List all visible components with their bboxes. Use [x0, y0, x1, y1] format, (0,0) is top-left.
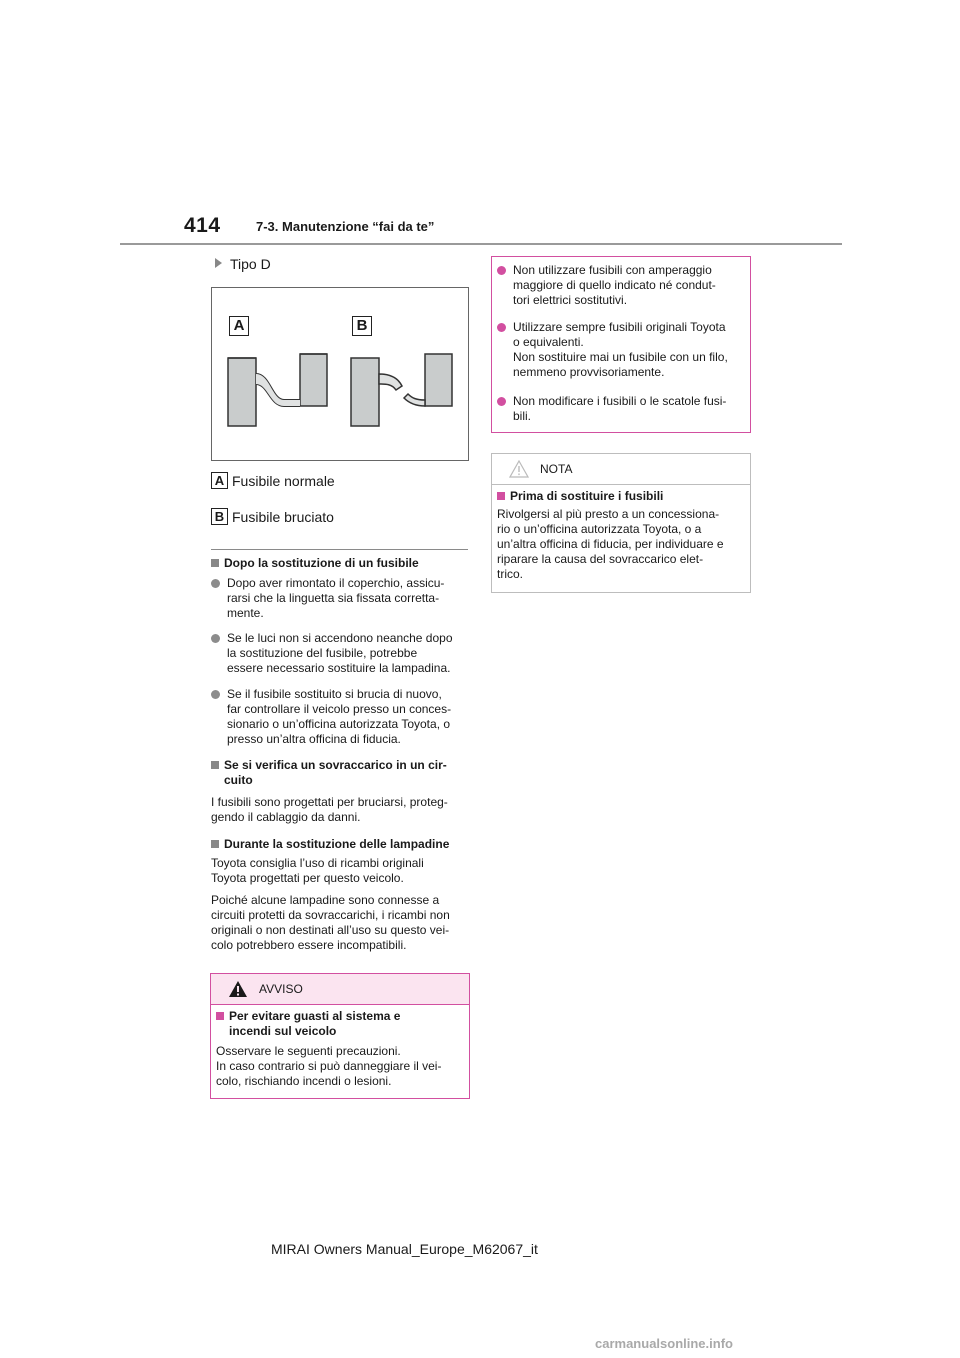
square-bullet-icon [211, 559, 219, 567]
legend-key-b: B [211, 508, 228, 525]
warning-triangle-icon [228, 980, 248, 998]
warning-header [211, 974, 469, 1005]
heading-after-replacement: Dopo la sostituzione di un fusibile [211, 556, 419, 571]
bullet-icon [211, 690, 220, 699]
note-box [491, 453, 751, 593]
square-bullet-icon [216, 1012, 224, 1020]
caution-triangle-icon [509, 460, 529, 478]
square-bullet-icon [497, 492, 505, 500]
square-bullet-icon [211, 761, 219, 769]
legend-key-a: A [211, 472, 228, 489]
section-title: 7-3. Manutenzione “fai da te” [256, 219, 435, 234]
list-item: Se le luci non si accendono neanche dopo la sostituzione del fusibile, potrebbe essere necessario sostituire la lampadina. [211, 631, 453, 676]
normal-fuse-drawing [228, 354, 327, 426]
fuse-illustration [212, 288, 468, 460]
warning-title: AVVISO [259, 982, 303, 996]
figure-label-a: A [229, 316, 249, 336]
watermark: carmanualsonline.info [595, 1336, 733, 1351]
list-item: Se il fusibile sostituito si brucia di nuovo, far controllare il veicolo presso un conces- sionario o un’officina autorizzata Toyota, o presso un’altra officina di fiducia. [211, 687, 451, 747]
note-title: NOTA [540, 462, 573, 476]
legend-text-a: Fusibile normale [232, 473, 335, 489]
bullet-icon [211, 579, 220, 588]
fuse-figure [211, 287, 469, 461]
list-item: Utilizzare sempre fusibili originali Toyota o equivalenti. Non sostituire mai un fusibile con un filo, nemmeno provvisoriamente. [497, 320, 728, 380]
list-item: Non modificare i fusibili o le scatole fusi- bili. [497, 394, 726, 424]
bullet-icon [497, 266, 506, 275]
figure-label-b: B [352, 316, 372, 336]
note-header [492, 454, 750, 485]
paragraph-genuine-parts: Toyota consiglia l’uso di ricambi originali Toyota progettati per questo veicolo. [211, 856, 424, 885]
note-text: Rivolgersi al più presto a un concessiona- rio o un’officina autorizzata Toyota, o a un’altra officina di fiducia, per individuare e riparare la causa del sovraccarico elet- trico. [497, 507, 724, 581]
page-number: 414 [184, 214, 221, 237]
header-divider [120, 243, 842, 245]
list-item: Dopo aver rimontato il coperchio, assicu- rarsi che la linguetta sia fissata corretta- mente. [211, 576, 444, 621]
bullet-icon [211, 634, 220, 643]
warning-heading: Per evitare guasti al sistema e incendi sul veicolo [216, 1009, 400, 1039]
triangle-icon [215, 258, 222, 268]
warning-text: Osservare le seguenti precauzioni. In caso contrario si può danneggiare il vei- colo, rischiando incendi o lesioni. [216, 1044, 442, 1088]
paragraph-compatibility: Poiché alcune lampadine sono connesse a circuiti protetti da sovraccarichi, i ricambi non originali o non destinati all’uso su questo vei- colo potrebbero essere incompatibili. [211, 893, 450, 952]
blown-fuse-drawing [351, 354, 452, 426]
heading-overload: Se si verifica un sovraccarico in un cir- cuito [211, 758, 447, 788]
footer-manual-name: MIRAI Owners Manual_Europe_M62067_it [271, 1241, 538, 1257]
bullet-icon [497, 323, 506, 332]
square-bullet-icon [211, 840, 219, 848]
figure-type-label: Tipo D [215, 256, 271, 272]
warning-box [210, 973, 470, 1099]
legend-text-b: Fusibile bruciato [232, 509, 334, 525]
heading-bulb-replacement: Durante la sostituzione delle lampadine [211, 837, 449, 852]
list-item: Non utilizzare fusibili con amperaggio maggiore di quello indicato né condut- tori elettrici sostitutivi. [497, 263, 716, 308]
note-heading: Prima di sostituire i fusibili [497, 489, 663, 504]
section-divider [211, 549, 468, 550]
paragraph-overload: I fusibili sono progettati per bruciarsi, proteg- gendo il cablaggio da danni. [211, 795, 448, 824]
bullet-icon [497, 397, 506, 406]
warning-continuation-box [491, 256, 751, 433]
